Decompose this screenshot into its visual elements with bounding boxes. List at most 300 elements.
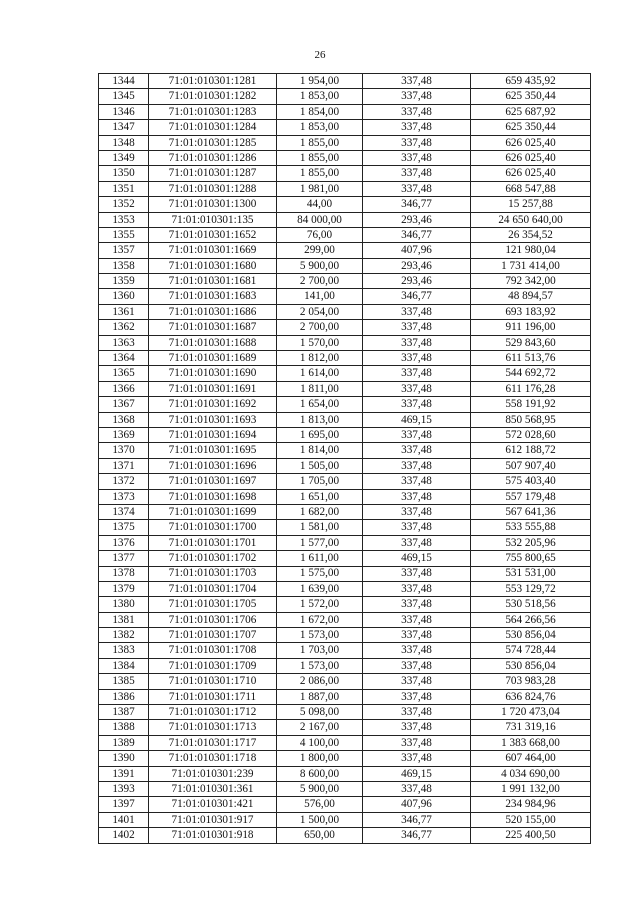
area-cell: 1 500,00 — [277, 812, 363, 827]
table-row — [99, 135, 591, 150]
value-cell: 1 731 414,00 — [471, 258, 591, 273]
area-cell: 1 682,00 — [277, 504, 363, 519]
rate-cell: 337,48 — [363, 304, 471, 319]
cadastral-number-cell: 71:01:010301:918 — [149, 828, 277, 843]
cadastral-number-cell: 71:01:010301:1702 — [149, 551, 277, 566]
table-row — [99, 597, 591, 612]
table-row — [99, 243, 591, 258]
page-number: 26 — [314, 49, 326, 61]
cadastral-number-cell: 71:01:010301:1712 — [149, 705, 277, 720]
table-row — [99, 474, 591, 489]
value-cell: 531 531,00 — [471, 566, 591, 581]
area-cell: 1 651,00 — [277, 489, 363, 504]
rate-cell: 337,48 — [363, 181, 471, 196]
row-number-cell: 1373 — [99, 489, 149, 504]
rate-cell: 337,48 — [363, 674, 471, 689]
value-cell: 911 196,00 — [471, 320, 591, 335]
cadastral-number-cell: 71:01:010301:1693 — [149, 412, 277, 427]
value-cell: 48 894,57 — [471, 289, 591, 304]
table-row — [99, 397, 591, 412]
rate-cell: 337,48 — [363, 597, 471, 612]
row-number-cell: 1350 — [99, 166, 149, 181]
cadastral-number-cell: 71:01:010301:1695 — [149, 443, 277, 458]
table-row — [99, 551, 591, 566]
area-cell: 1 814,00 — [277, 443, 363, 458]
table-row — [99, 828, 591, 843]
rate-cell: 346,77 — [363, 828, 471, 843]
row-number-cell: 1362 — [99, 320, 149, 335]
value-cell: 530 518,56 — [471, 597, 591, 612]
row-number-cell: 1375 — [99, 520, 149, 535]
cadastral-number-cell: 71:01:010301:1713 — [149, 720, 277, 735]
cadastral-number-cell: 71:01:010301:1703 — [149, 566, 277, 581]
area-cell: 1 672,00 — [277, 612, 363, 627]
table-row — [99, 74, 591, 89]
row-number-cell: 1385 — [99, 674, 149, 689]
cadastral-number-cell: 71:01:010301:1691 — [149, 381, 277, 396]
cadastral-number-cell: 71:01:010301:1281 — [149, 74, 277, 89]
table-row — [99, 812, 591, 827]
value-cell: 574 728,44 — [471, 643, 591, 658]
area-cell: 1 573,00 — [277, 628, 363, 643]
cadastral-number-cell: 71:01:010301:1711 — [149, 689, 277, 704]
area-cell: 1 570,00 — [277, 335, 363, 350]
area-cell: 141,00 — [277, 289, 363, 304]
rate-cell: 293,46 — [363, 212, 471, 227]
rate-cell: 346,77 — [363, 812, 471, 827]
table-row — [99, 612, 591, 627]
cadastral-number-cell: 71:01:010301:135 — [149, 212, 277, 227]
row-number-cell: 1345 — [99, 89, 149, 104]
cadastral-number-cell: 71:01:010301:1697 — [149, 474, 277, 489]
cadastral-number-cell: 71:01:010301:1669 — [149, 243, 277, 258]
table-row — [99, 443, 591, 458]
row-number-cell: 1366 — [99, 381, 149, 396]
cadastral-number-cell: 71:01:010301:1701 — [149, 535, 277, 550]
rate-cell: 337,48 — [363, 705, 471, 720]
area-cell: 5 900,00 — [277, 258, 363, 273]
value-cell: 234 984,96 — [471, 797, 591, 812]
table-row — [99, 643, 591, 658]
rate-cell: 337,48 — [363, 689, 471, 704]
rate-cell: 337,48 — [363, 351, 471, 366]
row-number-cell: 1364 — [99, 351, 149, 366]
cadastral-number-cell: 71:01:010301:917 — [149, 812, 277, 827]
row-number-cell: 1383 — [99, 643, 149, 658]
rate-cell: 337,48 — [363, 120, 471, 135]
value-cell: 572 028,60 — [471, 427, 591, 442]
row-number-cell: 1355 — [99, 227, 149, 242]
area-cell: 1 575,00 — [277, 566, 363, 581]
row-number-cell: 1393 — [99, 781, 149, 796]
table-row — [99, 781, 591, 796]
cadastral-number-cell: 71:01:010301:1718 — [149, 751, 277, 766]
table-row — [99, 320, 591, 335]
value-cell: 612 188,72 — [471, 443, 591, 458]
table-row — [99, 412, 591, 427]
area-cell: 2 086,00 — [277, 674, 363, 689]
cadastral-number-cell: 71:01:010301:1283 — [149, 104, 277, 119]
table-row — [99, 166, 591, 181]
cadastral-number-cell: 71:01:010301:1285 — [149, 135, 277, 150]
area-cell: 1 813,00 — [277, 412, 363, 427]
area-cell: 1 572,00 — [277, 597, 363, 612]
area-cell: 1 887,00 — [277, 689, 363, 704]
cadastral-number-cell: 71:01:010301:1686 — [149, 304, 277, 319]
value-cell: 533 555,88 — [471, 520, 591, 535]
cadastral-number-cell: 71:01:010301:361 — [149, 781, 277, 796]
row-number-cell: 1367 — [99, 397, 149, 412]
area-cell: 1 703,00 — [277, 643, 363, 658]
cadastral-number-cell: 71:01:010301:1692 — [149, 397, 277, 412]
cadastral-number-cell: 71:01:010301:1704 — [149, 581, 277, 596]
table-row — [99, 458, 591, 473]
area-cell: 2 167,00 — [277, 720, 363, 735]
rate-cell: 337,48 — [363, 166, 471, 181]
area-cell: 84 000,00 — [277, 212, 363, 227]
value-cell: 557 179,48 — [471, 489, 591, 504]
rate-cell: 337,48 — [363, 751, 471, 766]
area-cell: 76,00 — [277, 227, 363, 242]
value-cell: 529 843,60 — [471, 335, 591, 350]
row-number-cell: 1389 — [99, 735, 149, 750]
table-row — [99, 766, 591, 781]
rate-cell: 337,48 — [363, 366, 471, 381]
area-cell: 1 981,00 — [277, 181, 363, 196]
cadastral-number-cell: 71:01:010301:1699 — [149, 504, 277, 519]
value-cell: 607 464,00 — [471, 751, 591, 766]
value-cell: 24 650 640,00 — [471, 212, 591, 227]
table-row — [99, 504, 591, 519]
row-number-cell: 1363 — [99, 335, 149, 350]
table-row — [99, 705, 591, 720]
table-row — [99, 689, 591, 704]
row-number-cell: 1397 — [99, 797, 149, 812]
value-cell: 530 856,04 — [471, 628, 591, 643]
value-cell: 850 568,95 — [471, 412, 591, 427]
row-number-cell: 1382 — [99, 628, 149, 643]
row-number-cell: 1365 — [99, 366, 149, 381]
rate-cell: 337,48 — [363, 535, 471, 550]
row-number-cell: 1391 — [99, 766, 149, 781]
rate-cell: 337,48 — [363, 566, 471, 581]
area-cell: 8 600,00 — [277, 766, 363, 781]
value-cell: 703 983,28 — [471, 674, 591, 689]
table-row — [99, 181, 591, 196]
table-row — [99, 289, 591, 304]
table-row — [99, 566, 591, 581]
table-row — [99, 720, 591, 735]
value-cell: 121 980,04 — [471, 243, 591, 258]
rate-cell: 337,48 — [363, 735, 471, 750]
row-number-cell: 1359 — [99, 274, 149, 289]
table-row — [99, 366, 591, 381]
value-cell: 693 183,92 — [471, 304, 591, 319]
value-cell: 1 720 473,04 — [471, 705, 591, 720]
table-row — [99, 628, 591, 643]
value-cell: 15 257,88 — [471, 197, 591, 212]
table-row — [99, 227, 591, 242]
cadastral-number-cell: 71:01:010301:1708 — [149, 643, 277, 658]
value-cell: 611 176,28 — [471, 381, 591, 396]
rate-cell: 346,77 — [363, 197, 471, 212]
rate-cell: 469,15 — [363, 551, 471, 566]
area-cell: 1 639,00 — [277, 581, 363, 596]
area-cell: 4 100,00 — [277, 735, 363, 750]
row-number-cell: 1401 — [99, 812, 149, 827]
row-number-cell: 1374 — [99, 504, 149, 519]
value-cell: 668 547,88 — [471, 181, 591, 196]
rate-cell: 337,48 — [363, 427, 471, 442]
rate-cell: 407,96 — [363, 243, 471, 258]
value-cell: 1 991 132,00 — [471, 781, 591, 796]
row-number-cell: 1381 — [99, 612, 149, 627]
cadastral-table — [98, 73, 591, 844]
row-number-cell: 1360 — [99, 289, 149, 304]
table-row — [99, 381, 591, 396]
row-number-cell: 1384 — [99, 658, 149, 673]
table-row — [99, 427, 591, 442]
cadastral-number-cell: 71:01:010301:421 — [149, 797, 277, 812]
value-cell: 625 687,92 — [471, 104, 591, 119]
value-cell: 626 025,40 — [471, 135, 591, 150]
row-number-cell: 1388 — [99, 720, 149, 735]
row-number-cell: 1358 — [99, 258, 149, 273]
area-cell: 2 700,00 — [277, 320, 363, 335]
rate-cell: 337,48 — [363, 104, 471, 119]
table-row — [99, 120, 591, 135]
value-cell: 755 800,65 — [471, 551, 591, 566]
rate-cell: 337,48 — [363, 581, 471, 596]
rate-cell: 469,15 — [363, 412, 471, 427]
value-cell: 659 435,92 — [471, 74, 591, 89]
area-cell: 1 811,00 — [277, 381, 363, 396]
rate-cell: 337,48 — [363, 335, 471, 350]
table-row — [99, 797, 591, 812]
table-row — [99, 89, 591, 104]
cadastral-number-cell: 71:01:010301:1680 — [149, 258, 277, 273]
area-cell: 650,00 — [277, 828, 363, 843]
row-number-cell: 1357 — [99, 243, 149, 258]
row-number-cell: 1380 — [99, 597, 149, 612]
area-cell: 5 098,00 — [277, 705, 363, 720]
table-row — [99, 197, 591, 212]
cadastral-number-cell: 71:01:010301:1717 — [149, 735, 277, 750]
area-cell: 576,00 — [277, 797, 363, 812]
area-cell: 1 853,00 — [277, 120, 363, 135]
cadastral-number-cell: 71:01:010301:1683 — [149, 289, 277, 304]
area-cell: 44,00 — [277, 197, 363, 212]
area-cell: 1 611,00 — [277, 551, 363, 566]
rate-cell: 346,77 — [363, 227, 471, 242]
row-number-cell: 1369 — [99, 427, 149, 442]
table-body — [99, 74, 591, 844]
cadastral-number-cell: 71:01:010301:1284 — [149, 120, 277, 135]
rate-cell: 337,48 — [363, 520, 471, 535]
rate-cell: 337,48 — [363, 74, 471, 89]
row-number-cell: 1386 — [99, 689, 149, 704]
value-cell: 731 319,16 — [471, 720, 591, 735]
value-cell: 611 513,76 — [471, 351, 591, 366]
area-cell: 1 855,00 — [277, 150, 363, 165]
cadastral-number-cell: 71:01:010301:1707 — [149, 628, 277, 643]
cadastral-number-cell: 71:01:010301:1706 — [149, 612, 277, 627]
rate-cell: 293,46 — [363, 258, 471, 273]
area-cell: 2 700,00 — [277, 274, 363, 289]
value-cell: 564 266,56 — [471, 612, 591, 627]
row-number-cell: 1346 — [99, 104, 149, 119]
area-cell: 1 855,00 — [277, 135, 363, 150]
value-cell: 625 350,44 — [471, 89, 591, 104]
area-cell: 1 614,00 — [277, 366, 363, 381]
value-cell: 792 342,00 — [471, 274, 591, 289]
area-cell: 2 054,00 — [277, 304, 363, 319]
row-number-cell: 1376 — [99, 535, 149, 550]
table-row — [99, 274, 591, 289]
rate-cell: 337,48 — [363, 489, 471, 504]
table-row — [99, 520, 591, 535]
area-cell: 1 853,00 — [277, 89, 363, 104]
cadastral-number-cell: 71:01:010301:1652 — [149, 227, 277, 242]
area-cell: 1 695,00 — [277, 427, 363, 442]
rate-cell: 337,48 — [363, 720, 471, 735]
row-number-cell: 1377 — [99, 551, 149, 566]
rate-cell: 337,48 — [363, 781, 471, 796]
rate-cell: 293,46 — [363, 274, 471, 289]
rate-cell: 337,48 — [363, 628, 471, 643]
area-cell: 1 581,00 — [277, 520, 363, 535]
area-cell: 1 800,00 — [277, 751, 363, 766]
rate-cell: 346,77 — [363, 289, 471, 304]
value-cell: 532 205,96 — [471, 535, 591, 550]
row-number-cell: 1378 — [99, 566, 149, 581]
table-row — [99, 212, 591, 227]
value-cell: 558 191,92 — [471, 397, 591, 412]
table-row — [99, 304, 591, 319]
table-row — [99, 351, 591, 366]
row-number-cell: 1387 — [99, 705, 149, 720]
value-cell: 636 824,76 — [471, 689, 591, 704]
cadastral-number-cell: 71:01:010301:1709 — [149, 658, 277, 673]
cadastral-number-cell: 71:01:010301:1696 — [149, 458, 277, 473]
row-number-cell: 1372 — [99, 474, 149, 489]
value-cell: 520 155,00 — [471, 812, 591, 827]
row-number-cell: 1352 — [99, 197, 149, 212]
area-cell: 1 505,00 — [277, 458, 363, 473]
rate-cell: 337,48 — [363, 443, 471, 458]
row-number-cell: 1368 — [99, 412, 149, 427]
row-number-cell: 1379 — [99, 581, 149, 596]
cadastral-number-cell: 71:01:010301:1705 — [149, 597, 277, 612]
value-cell: 626 025,40 — [471, 166, 591, 181]
value-cell: 553 129,72 — [471, 581, 591, 596]
area-cell: 1 654,00 — [277, 397, 363, 412]
rate-cell: 337,48 — [363, 658, 471, 673]
value-cell: 530 856,04 — [471, 658, 591, 673]
rate-cell: 337,48 — [363, 150, 471, 165]
cadastral-number-cell: 71:01:010301:1300 — [149, 197, 277, 212]
row-number-cell: 1353 — [99, 212, 149, 227]
rate-cell: 337,48 — [363, 89, 471, 104]
area-cell: 1 705,00 — [277, 474, 363, 489]
rate-cell: 469,15 — [363, 766, 471, 781]
value-cell: 544 692,72 — [471, 366, 591, 381]
row-number-cell: 1402 — [99, 828, 149, 843]
cadastral-number-cell: 71:01:010301:1288 — [149, 181, 277, 196]
cadastral-number-cell: 71:01:010301:1689 — [149, 351, 277, 366]
table-row — [99, 335, 591, 350]
rate-cell: 337,48 — [363, 320, 471, 335]
row-number-cell: 1348 — [99, 135, 149, 150]
area-cell: 299,00 — [277, 243, 363, 258]
area-cell: 5 900,00 — [277, 781, 363, 796]
row-number-cell: 1371 — [99, 458, 149, 473]
value-cell: 26 354,52 — [471, 227, 591, 242]
area-cell: 1 577,00 — [277, 535, 363, 550]
cadastral-number-cell: 71:01:010301:1282 — [149, 89, 277, 104]
cadastral-number-cell: 71:01:010301:239 — [149, 766, 277, 781]
table-row — [99, 150, 591, 165]
area-cell: 1 854,00 — [277, 104, 363, 119]
row-number-cell: 1351 — [99, 181, 149, 196]
table-row — [99, 581, 591, 596]
value-cell: 626 025,40 — [471, 150, 591, 165]
value-cell: 4 034 690,00 — [471, 766, 591, 781]
row-number-cell: 1347 — [99, 120, 149, 135]
table-row — [99, 735, 591, 750]
value-cell: 1 383 668,00 — [471, 735, 591, 750]
cadastral-number-cell: 71:01:010301:1287 — [149, 166, 277, 181]
row-number-cell: 1349 — [99, 150, 149, 165]
table-row — [99, 535, 591, 550]
rate-cell: 337,48 — [363, 397, 471, 412]
rate-cell: 337,48 — [363, 135, 471, 150]
row-number-cell: 1361 — [99, 304, 149, 319]
value-cell: 567 641,36 — [471, 504, 591, 519]
rate-cell: 337,48 — [363, 612, 471, 627]
rate-cell: 337,48 — [363, 643, 471, 658]
value-cell: 625 350,44 — [471, 120, 591, 135]
rate-cell: 337,48 — [363, 474, 471, 489]
rate-cell: 337,48 — [363, 504, 471, 519]
cadastral-number-cell: 71:01:010301:1710 — [149, 674, 277, 689]
cadastral-number-cell: 71:01:010301:1690 — [149, 366, 277, 381]
value-cell: 575 403,40 — [471, 474, 591, 489]
table-row — [99, 751, 591, 766]
cadastral-number-cell: 71:01:010301:1286 — [149, 150, 277, 165]
value-cell: 225 400,50 — [471, 828, 591, 843]
row-number-cell: 1344 — [99, 74, 149, 89]
cadastral-number-cell: 71:01:010301:1698 — [149, 489, 277, 504]
row-number-cell: 1390 — [99, 751, 149, 766]
table-row — [99, 258, 591, 273]
cadastral-number-cell: 71:01:010301:1700 — [149, 520, 277, 535]
value-cell: 507 907,40 — [471, 458, 591, 473]
area-cell: 1 954,00 — [277, 74, 363, 89]
table-row — [99, 104, 591, 119]
area-cell: 1 812,00 — [277, 351, 363, 366]
cadastral-number-cell: 71:01:010301:1688 — [149, 335, 277, 350]
rate-cell: 407,96 — [363, 797, 471, 812]
table-row — [99, 674, 591, 689]
table-row — [99, 658, 591, 673]
area-cell: 1 855,00 — [277, 166, 363, 181]
rate-cell: 337,48 — [363, 458, 471, 473]
area-cell: 1 573,00 — [277, 658, 363, 673]
cadastral-number-cell: 71:01:010301:1687 — [149, 320, 277, 335]
table-row — [99, 489, 591, 504]
row-number-cell: 1370 — [99, 443, 149, 458]
